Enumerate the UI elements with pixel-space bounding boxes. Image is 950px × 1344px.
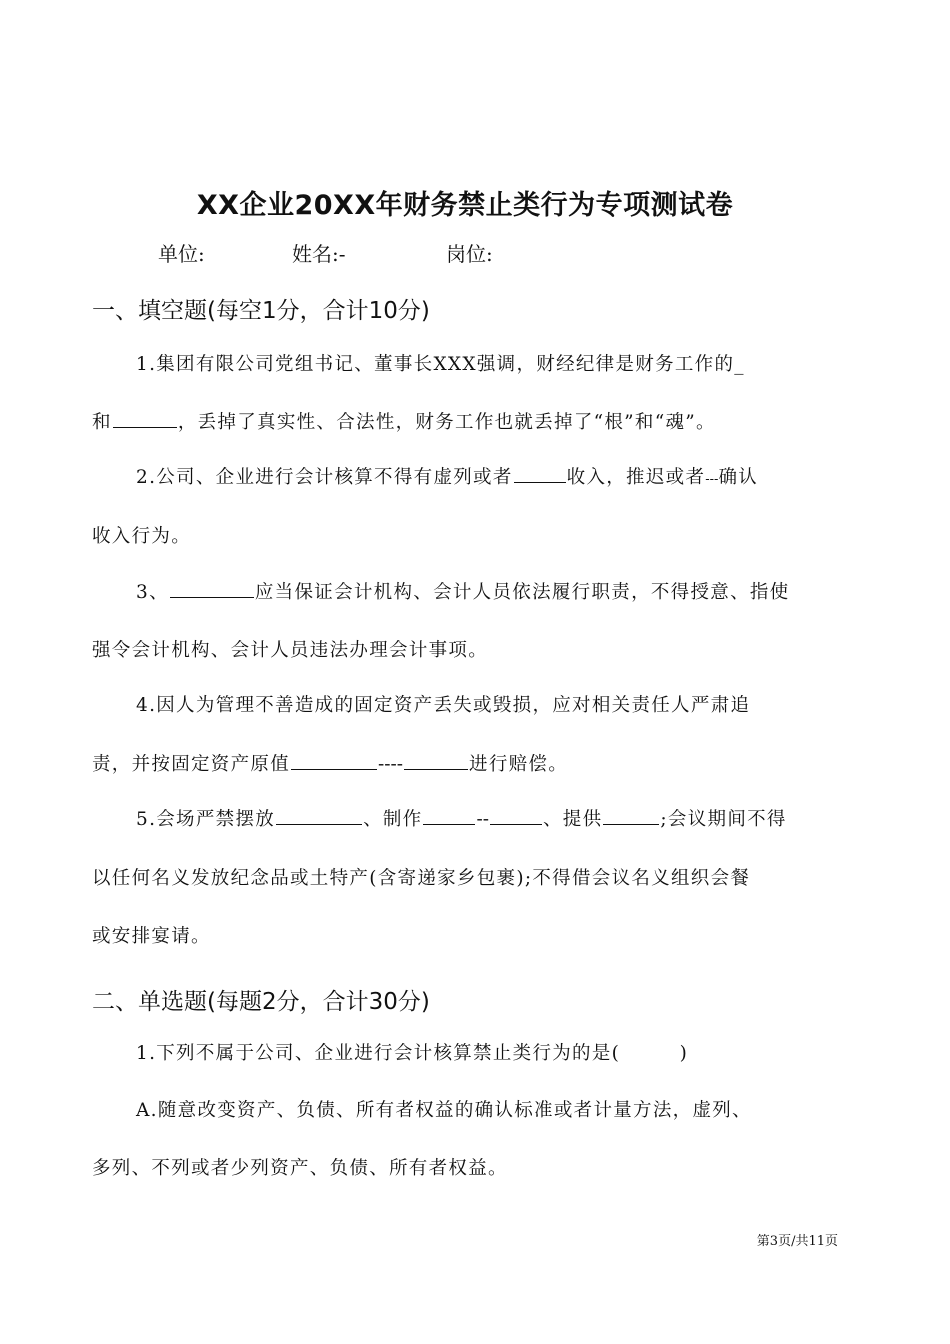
s1-q5-text-d: ;会议期间不得 (660, 809, 787, 830)
page-number: 第3页/共11页 (756, 1234, 838, 1249)
section1-heading: 一、填空题(每空1分，合计10分) (92, 298, 430, 324)
s1-q2-text-b: 收入，推迟或者 (566, 467, 706, 488)
s1-q2-line2: 收入行为。 (92, 526, 192, 547)
s1-q1-text-a: 和 (92, 412, 112, 433)
s1-q3-line2: 强令会计机构、会计人员违法办理会计事项。 (92, 640, 489, 661)
s1-q5-line3: 或安排宴请。 (92, 926, 211, 947)
fill-blank (170, 579, 254, 598)
s1-q3-text-a: 3、 (136, 582, 169, 603)
s2-q1-option-a-line2: 多列、不列或者少列资产、负债、所有者权益。 (92, 1158, 508, 1179)
fill-blank (276, 806, 362, 825)
s1-q5-text-b: 、制作 (363, 809, 423, 830)
s1-q3-text-b: 应当保证会计机构、会计人员依法履行职责，不得授意、指使 (254, 582, 790, 603)
document-title: XX企业20XX年财务禁止类行为专项测试卷 (196, 190, 734, 221)
s1-q1-text-b: ，丢掉了真实性、合法性，财务工作也就丢掉了“根”和“魂”。 (177, 412, 716, 433)
dash-marks: ---- (378, 754, 404, 775)
s1-q5-line2: 以任何名义发放纪念品或土特产(含寄递家乡包裹);不得借会议名义组织会餐 (92, 868, 751, 889)
s1-q5-text-a: 5.会场严禁摆放 (136, 809, 276, 830)
fill-blank (423, 806, 475, 825)
fill-blank (514, 464, 566, 483)
s1-q1-line2 (92, 408, 838, 434)
fill-blank (603, 806, 659, 825)
name-label: 姓名:- (292, 242, 346, 266)
post-label: 岗位: (446, 242, 493, 266)
fill-blank (291, 751, 377, 770)
unit-label: 单位: (158, 242, 205, 266)
fill-blank (404, 751, 468, 770)
s1-q4-line2 (92, 750, 838, 776)
fill-blank (490, 806, 542, 825)
s1-q4-line1: 4.因人为管理不善造成的固定资产丢失或毁损，应对相关责任人严肃追 (136, 695, 751, 716)
s1-q2-line1 (136, 463, 838, 489)
s1-q5-text-c: 、提供 (542, 809, 603, 830)
s1-q2-text-c: 确认 (718, 467, 759, 488)
s2-q1-line1: 1.下列不属于公司、企业进行会计核算禁止类行为的是( ) (136, 1043, 689, 1064)
fill-blank (113, 409, 177, 428)
s1-q2-text-a: 2.公司、企业进行会计核算不得有虚列或者 (136, 467, 513, 488)
section2-heading: 二、单选题(每题2分，合计30分) (92, 989, 430, 1015)
s1-q4-text-a: 责，并按固定资产原值 (92, 754, 291, 775)
s1-q5-line1 (136, 805, 838, 831)
dash-marks: -- (476, 809, 489, 830)
s1-q3-line1 (136, 578, 838, 604)
dash-marks: --- (705, 472, 719, 487)
s1-q1-line1: 1.集团有限公司党组书记、董事长XXX强调，财经纪律是财务工作的_ (136, 354, 745, 375)
s2-q1-option-a-line1: A.随意改变资产、负债、所有者权益的确认标准或者计量方法，虚列、 (136, 1100, 752, 1121)
s1-q4-text-b: 进行赔偿。 (469, 754, 569, 775)
